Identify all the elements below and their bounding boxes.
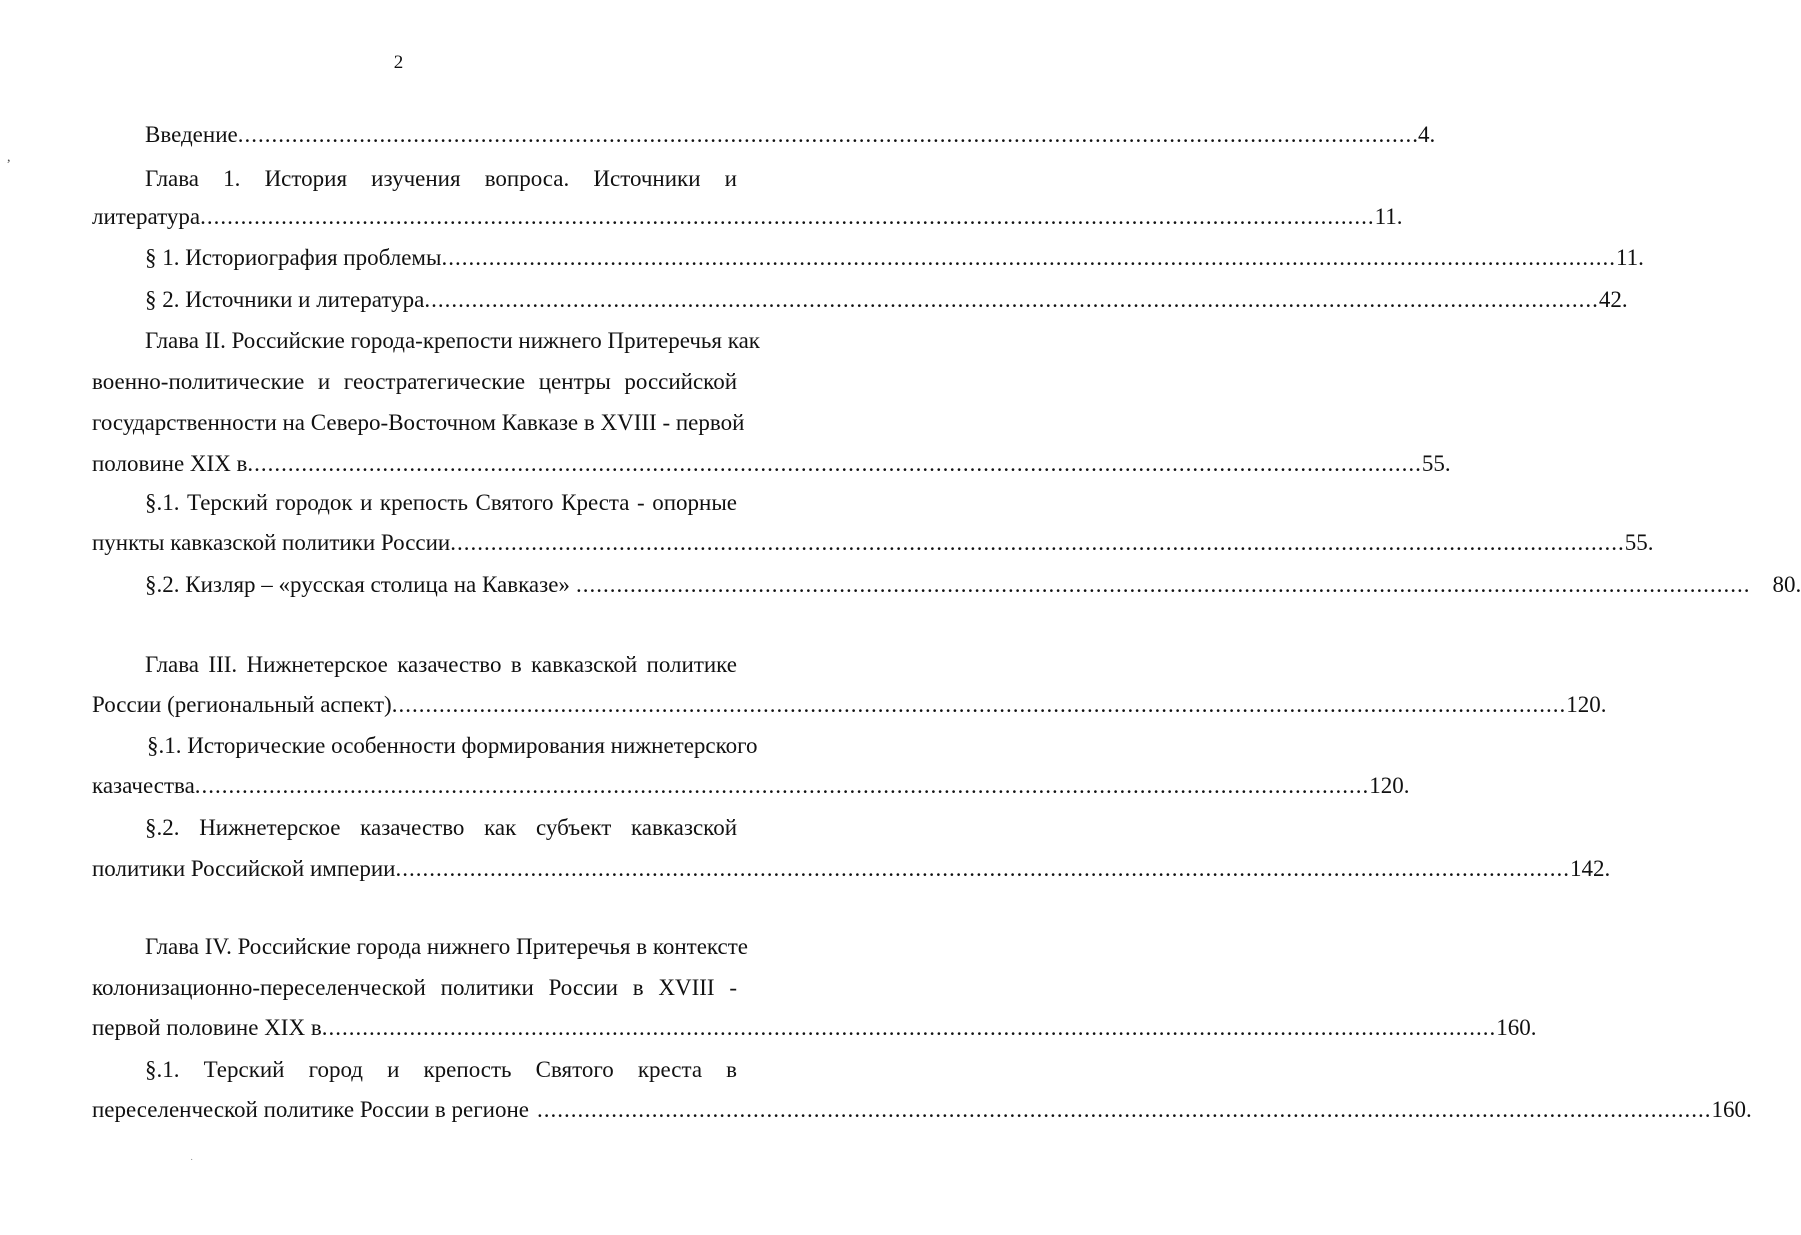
toc-entry-page: 120. [1566,692,1607,717]
toc-entry-page: 120. [1369,773,1410,798]
toc-entry-title: § 1. Историография проблемы [145,245,442,270]
toc-entry-page: .4. [1412,122,1436,147]
dot-leader: .............................................................................................................................................................................. [450,530,1625,555]
toc-entry-title: литература [92,204,201,229]
toc-entry-page: 80. [1772,572,1801,597]
dot-leader: .............................................................................................................................................................................. [536,1097,1712,1122]
toc-section-3-1: §.1. Исторические особенности формирования нижнетерского [147,733,758,758]
toc-entry-title: пункты кавказской политики России [92,530,451,555]
toc-entry-page: 142. [1569,856,1611,881]
toc-chapter-3-heading: Глава III. Нижнетерское казачество в кавказской политике [145,652,737,677]
toc-chapter-4-line-2: колонизационно-переселенческой политики России в XVIII - [92,975,737,1000]
toc-entry-page: 55. [1421,451,1451,476]
toc-section-3-2-continuation [92,854,1611,884]
dot-leader: .............................................................................................................................................................................. [321,1015,1497,1040]
toc-entry-title: § 2. Источники и литература [145,287,425,312]
dot-leader: .............................................................................................................................................................................. [391,692,1567,717]
toc-entry-title: §.2. Кизляр – «русская столица на Кавказе» [145,572,570,597]
dot-leader: .............................................................................................................................................................................. [237,122,1413,147]
toc-chapter-4-line-3 [92,1013,1537,1043]
toc-entry-title: политики Российской империи [92,856,396,881]
toc-section-2-2 [145,570,1801,600]
toc-chapter-2-heading: Глава II. Российские города-крепости нижнего Притеречья как [145,328,760,353]
toc-entry-title: первой половине XIX в [92,1015,322,1040]
toc-entry-title: казачества [92,773,195,798]
toc-chapter-3-continuation [92,690,1607,720]
dot-leader: .............................................................................................................................................................................. [441,245,1616,270]
toc-entry-introduction [145,120,1436,150]
dot-leader: .............................................................................................................................................................................. [395,856,1570,881]
toc-section-2-1-continuation [92,528,1654,558]
toc-entry-title: Введение [145,122,238,147]
dot-leader: .............................................................................................................................................................................. [247,451,1422,476]
dot-leader: .............................................................................................................................................................................. [200,204,1375,229]
toc-section-1-2 [145,285,1628,315]
dot-leader: .............................................................................................................................................................................. [424,287,1599,312]
toc-chapter-1-heading: Глава 1. История изучения вопроса. Источники и [145,166,737,191]
toc-section-1-1 [145,243,1644,273]
toc-chapter-2-line-2: военно-политические и геостратегические центры российской [92,369,737,394]
dot-leader: .............................................................................................................................................................................. [575,572,1751,597]
toc-chapter-4-heading: Глава IV. Российские города нижнего Притеречья в контексте [145,934,748,959]
toc-entry-page: 42. [1598,287,1628,312]
scan-speck-mark: ˙ [190,1158,194,1169]
toc-section-4-1: §.1. Терский город и крепость Святого креста в [145,1057,737,1082]
toc-entry-page: 11. [1615,245,1644,270]
toc-entry-page: 160. [1711,1097,1752,1122]
toc-chapter-1-continuation [92,202,1403,232]
scan-artifact-mark: , [7,150,11,165]
toc-entry-page: 11. [1374,204,1403,229]
toc-section-4-1-continuation [92,1095,1752,1125]
toc-entry-title: России (региональный аспект) [92,692,392,717]
toc-entry-title: половине XIX в [92,451,248,476]
toc-chapter-2-line-4 [92,449,1451,479]
page-number: 2 [393,52,404,73]
toc-entry-title: переселенческой политике России в регионе [92,1097,529,1122]
toc-section-2-1: §.1. Терский городок и крепость Святого Креста - опорные [145,490,737,515]
toc-entry-page: 160. [1496,1015,1537,1040]
toc-section-3-2: §.2. Нижнетерское казачество как субъект кавказской [145,815,737,840]
dot-leader: .............................................................................................................................................................................. [194,773,1370,798]
toc-entry-page: 55. [1624,530,1654,555]
toc-chapter-2-line-3: государственности на Северо-Восточном Кавказе в XVIII - первой [92,410,745,435]
toc-section-3-1-continuation [92,771,1410,801]
